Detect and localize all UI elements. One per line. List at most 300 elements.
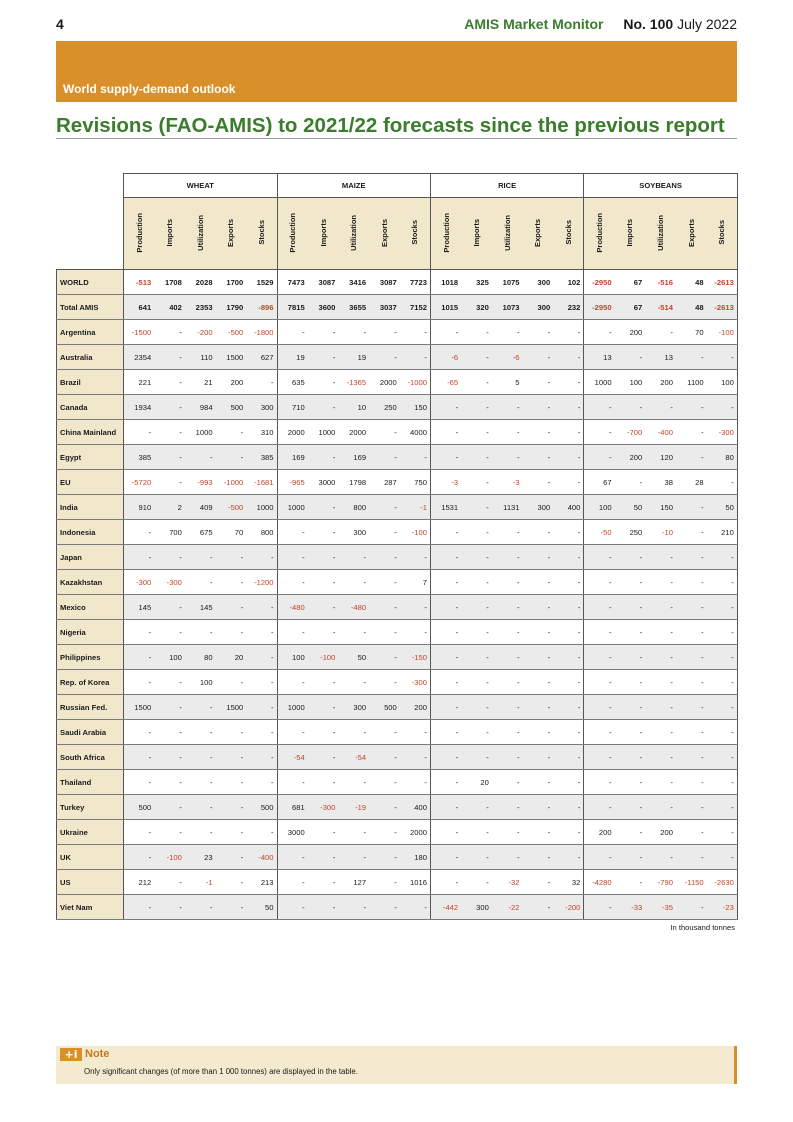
table-cell: - [308, 870, 339, 895]
table-cell: - [523, 520, 554, 545]
table-cell: - [615, 620, 646, 645]
table-cell: - [553, 720, 584, 745]
table-cell: - [707, 695, 738, 720]
table-cell: - [400, 595, 431, 620]
table-cell: 400 [400, 795, 431, 820]
commodity-header: MAIZE [277, 174, 430, 198]
table-cell: -19 [338, 795, 369, 820]
table-cell: - [615, 345, 646, 370]
table-cell: 325 [461, 270, 492, 295]
table-cell: 500 [124, 795, 155, 820]
table-cell: - [523, 745, 554, 770]
table-cell: 200 [645, 820, 676, 845]
table-cell: - [492, 720, 523, 745]
table-cell: - [308, 695, 339, 720]
table-cell: - [124, 645, 155, 670]
table-cell: - [523, 320, 554, 345]
table-cell: 200 [584, 820, 615, 845]
table-cell: - [645, 320, 676, 345]
table-cell: - [553, 745, 584, 770]
table-cell: - [615, 395, 646, 420]
table-cell: - [369, 345, 400, 370]
table-cell: - [676, 395, 707, 420]
table-cell: - [461, 495, 492, 520]
table-cell: - [430, 870, 461, 895]
issue-date: July 2022 [677, 16, 737, 32]
table-cell: - [492, 845, 523, 870]
table-cell: 2000 [338, 420, 369, 445]
column-header-label: Stocks [410, 220, 420, 245]
table-cell: - [645, 795, 676, 820]
table-cell: - [645, 745, 676, 770]
table-cell: - [523, 570, 554, 595]
table-cell: - [154, 770, 185, 795]
table-cell: 210 [707, 520, 738, 545]
table-cell: - [707, 720, 738, 745]
table-cell: - [308, 895, 339, 920]
table-cell: - [185, 445, 216, 470]
table-cell: - [246, 620, 277, 645]
table-cell: - [676, 895, 707, 920]
table-cell: - [338, 670, 369, 695]
row-label: Kazakhstan [57, 570, 124, 595]
table-row [57, 795, 738, 820]
table-cell: - [124, 420, 155, 445]
table-cell: - [584, 795, 615, 820]
table-cell: 13 [645, 345, 676, 370]
table-cell: - [461, 395, 492, 420]
table-row [57, 820, 738, 845]
table-cell: - [615, 745, 646, 770]
row-label: Viet Nam [57, 895, 124, 920]
table-cell: - [553, 345, 584, 370]
table-cell: 21 [185, 370, 216, 395]
table-cell: 23 [185, 845, 216, 870]
table-cell: - [615, 795, 646, 820]
table-cell: - [492, 620, 523, 645]
table-cell: - [553, 620, 584, 645]
table-cell: - [216, 670, 247, 695]
table-cell: - [676, 695, 707, 720]
table-cell: - [154, 420, 185, 445]
column-header-row [57, 198, 738, 270]
table-cell: - [676, 345, 707, 370]
table-row [57, 545, 738, 570]
table-cell: - [277, 620, 308, 645]
table-cell: - [430, 520, 461, 545]
row-label: Argentina [57, 320, 124, 345]
table-cell: - [584, 445, 615, 470]
table-cell: - [461, 320, 492, 345]
table-cell: - [216, 570, 247, 595]
row-label: China Mainland [57, 420, 124, 445]
table-cell: - [430, 695, 461, 720]
table-cell: 402 [154, 295, 185, 320]
table-row [57, 695, 738, 720]
table-cell: - [707, 470, 738, 495]
table-cell: 67 [584, 470, 615, 495]
table-cell: - [400, 445, 431, 470]
table-cell: - [676, 770, 707, 795]
table-cell: - [492, 795, 523, 820]
note-box [56, 1046, 737, 1084]
table-cell: - [615, 470, 646, 495]
table-cell: 1015 [430, 295, 461, 320]
table-cell: - [461, 695, 492, 720]
table-cell: -22 [492, 895, 523, 920]
table-cell: - [430, 595, 461, 620]
column-header [246, 198, 277, 270]
table-cell: -32 [492, 870, 523, 895]
table-cell: - [707, 820, 738, 845]
table-cell: - [246, 695, 277, 720]
table-cell: 200 [216, 370, 247, 395]
table-cell: 100 [185, 670, 216, 695]
row-label: Saudi Arabia [57, 720, 124, 745]
table-cell: - [461, 670, 492, 695]
column-header [492, 198, 523, 270]
table-cell: 180 [400, 845, 431, 870]
table-cell: 1500 [124, 695, 155, 720]
table-cell: -2950 [584, 295, 615, 320]
table-cell: -54 [338, 745, 369, 770]
table-cell: - [615, 570, 646, 595]
table-cell: - [430, 720, 461, 745]
table-cell: 100 [154, 645, 185, 670]
table-cell: - [185, 570, 216, 595]
column-header [553, 198, 584, 270]
table-cell: - [246, 595, 277, 620]
table-cell: - [492, 770, 523, 795]
table-cell: 150 [645, 495, 676, 520]
table-cell: - [308, 720, 339, 745]
table-cell: - [216, 545, 247, 570]
table-cell: -150 [400, 645, 431, 670]
table-cell: -1365 [338, 370, 369, 395]
table-cell: - [492, 395, 523, 420]
table-cell: - [369, 870, 400, 895]
table-cell: - [400, 545, 431, 570]
table-cell: -400 [246, 845, 277, 870]
table-cell: - [461, 545, 492, 570]
table-row [57, 870, 738, 895]
table-cell: - [523, 345, 554, 370]
table-cell: - [523, 445, 554, 470]
table-cell: - [553, 370, 584, 395]
table-cell: - [277, 845, 308, 870]
table-cell: 19 [277, 345, 308, 370]
commodity-header: WHEAT [124, 174, 278, 198]
table-cell: 1531 [430, 495, 461, 520]
table-cell: 145 [124, 595, 155, 620]
table-cell: - [216, 620, 247, 645]
table-cell: - [185, 820, 216, 845]
table-cell: - [185, 720, 216, 745]
table-cell: - [645, 595, 676, 620]
table-cell: - [676, 595, 707, 620]
table-row [57, 770, 738, 795]
table-cell: - [676, 420, 707, 445]
row-label: India [57, 495, 124, 520]
table-cell: - [523, 620, 554, 645]
table-cell: 2028 [185, 270, 216, 295]
table-cell: - [154, 595, 185, 620]
table-row [57, 720, 738, 745]
table-cell: 1000 [277, 695, 308, 720]
table-cell: - [523, 470, 554, 495]
table-cell: 1000 [308, 420, 339, 445]
table-cell: 5 [492, 370, 523, 395]
table-cell: -6 [492, 345, 523, 370]
table-cell: 7152 [400, 295, 431, 320]
table-cell: 48 [676, 270, 707, 295]
table-cell: - [308, 670, 339, 695]
table-cell: -300 [707, 420, 738, 445]
table-body [57, 270, 738, 920]
table-cell: - [369, 595, 400, 620]
column-header [338, 198, 369, 270]
column-header [430, 198, 461, 270]
table-cell: - [584, 395, 615, 420]
table-cell: 2354 [124, 345, 155, 370]
table-cell: 2 [154, 495, 185, 520]
table-cell: - [492, 820, 523, 845]
table-cell: - [676, 520, 707, 545]
table-cell: - [369, 645, 400, 670]
column-header-label: Utilization [349, 214, 359, 251]
table-cell: 100 [615, 370, 646, 395]
table-cell: 1016 [400, 870, 431, 895]
table-cell: - [338, 545, 369, 570]
table-cell: - [615, 545, 646, 570]
table-cell: - [645, 720, 676, 745]
table-cell: - [277, 720, 308, 745]
table-cell: - [246, 820, 277, 845]
table-cell: - [584, 620, 615, 645]
table-cell: 250 [615, 520, 646, 545]
table-cell: - [461, 795, 492, 820]
column-header-label: Utilization [502, 214, 512, 251]
row-label: Japan [57, 545, 124, 570]
column-header [400, 198, 431, 270]
table-cell: - [430, 820, 461, 845]
column-header-label: Imports [165, 218, 175, 247]
table-cell: - [369, 620, 400, 645]
table-cell: -993 [185, 470, 216, 495]
table-cell: - [584, 845, 615, 870]
table-cell: - [246, 745, 277, 770]
table-cell: - [154, 670, 185, 695]
table-cell: -1200 [246, 570, 277, 595]
table-cell: - [124, 845, 155, 870]
table-cell: - [461, 845, 492, 870]
table-cell: - [216, 420, 247, 445]
table-cell: -3 [492, 470, 523, 495]
table-cell: 1000 [185, 420, 216, 445]
table-cell: - [492, 595, 523, 620]
table-cell: -5720 [124, 470, 155, 495]
table-row [57, 320, 738, 345]
table-cell: -100 [308, 645, 339, 670]
table-cell: 221 [124, 370, 155, 395]
column-header-label: Exports [686, 218, 696, 247]
corner-cell [57, 198, 124, 270]
table-cell: 1790 [216, 295, 247, 320]
table-cell: - [492, 645, 523, 670]
table-cell: 1500 [216, 695, 247, 720]
table-cell: - [676, 645, 707, 670]
column-header [707, 198, 738, 270]
table-cell: -54 [277, 745, 308, 770]
table-cell: 320 [461, 295, 492, 320]
table-cell: -200 [185, 320, 216, 345]
table-cell: - [523, 420, 554, 445]
table-cell: - [430, 570, 461, 595]
table-cell: 300 [338, 520, 369, 545]
table-cell: 67 [615, 270, 646, 295]
table-cell: 635 [277, 370, 308, 395]
table-cell: -2630 [707, 870, 738, 895]
table-cell: 700 [154, 520, 185, 545]
table-cell: - [553, 845, 584, 870]
table-cell: - [430, 845, 461, 870]
table-cell: - [584, 770, 615, 795]
table-cell: - [676, 795, 707, 820]
table-cell: 1700 [216, 270, 247, 295]
table-cell: 800 [338, 495, 369, 520]
row-label: WORLD [57, 270, 124, 295]
table-cell: - [369, 895, 400, 920]
table-cell: - [676, 845, 707, 870]
table-cell: - [124, 670, 155, 695]
table-cell: 50 [707, 495, 738, 520]
table-cell: -700 [615, 420, 646, 445]
table-cell: - [154, 820, 185, 845]
table-cell: - [461, 720, 492, 745]
table-cell: - [154, 395, 185, 420]
table-cell: - [676, 745, 707, 770]
table-cell: -500 [216, 495, 247, 520]
table-cell: 102 [553, 270, 584, 295]
table-cell: 710 [277, 395, 308, 420]
table-cell: - [584, 570, 615, 595]
table-cell: -3 [430, 470, 461, 495]
table-cell: 100 [707, 370, 738, 395]
row-label: South Africa [57, 745, 124, 770]
table-cell: -965 [277, 470, 308, 495]
table-cell: - [185, 545, 216, 570]
table-cell: -200 [553, 895, 584, 920]
table-cell: - [369, 420, 400, 445]
table-cell: -1681 [246, 470, 277, 495]
table-cell: - [523, 820, 554, 845]
table-cell: 1075 [492, 270, 523, 295]
table-cell: - [523, 695, 554, 720]
table-cell: - [308, 845, 339, 870]
table-cell: - [461, 345, 492, 370]
table-row [57, 595, 738, 620]
table-cell: - [277, 545, 308, 570]
table-cell: - [277, 895, 308, 920]
table-cell: - [430, 645, 461, 670]
table-cell: 627 [246, 345, 277, 370]
table-cell: 3416 [338, 270, 369, 295]
table-cell: - [338, 320, 369, 345]
table-cell: - [430, 620, 461, 645]
table-cell: -23 [707, 895, 738, 920]
table-cell: -1 [400, 495, 431, 520]
table-cell: - [676, 445, 707, 470]
row-label: Turkey [57, 795, 124, 820]
table-cell: - [430, 545, 461, 570]
table-cell: - [676, 670, 707, 695]
table-cell: -35 [645, 895, 676, 920]
table-cell: 48 [676, 295, 707, 320]
table-cell: - [615, 870, 646, 895]
table-cell: -2613 [707, 295, 738, 320]
table-cell: -100 [154, 845, 185, 870]
table-row [57, 270, 738, 295]
table-cell: - [461, 645, 492, 670]
table-cell: 7815 [277, 295, 308, 320]
table-cell: -790 [645, 870, 676, 895]
table-cell: - [645, 670, 676, 695]
table-cell: - [308, 745, 339, 770]
table-cell: - [707, 570, 738, 595]
table-cell: - [553, 795, 584, 820]
table-cell: - [707, 345, 738, 370]
table-cell: 127 [338, 870, 369, 895]
table-cell: - [154, 745, 185, 770]
table-row [57, 645, 738, 670]
table-cell: - [430, 770, 461, 795]
table-cell: - [400, 720, 431, 745]
table-cell: - [216, 445, 247, 470]
table-cell: 641 [124, 295, 155, 320]
table-row [57, 495, 738, 520]
table-cell: 300 [523, 270, 554, 295]
table-cell: - [615, 695, 646, 720]
table-cell: - [430, 745, 461, 770]
table-cell: -1800 [246, 320, 277, 345]
table-cell: - [523, 645, 554, 670]
table-cell: - [707, 395, 738, 420]
table-cell: 500 [246, 795, 277, 820]
table-cell: - [400, 770, 431, 795]
table-cell: - [584, 320, 615, 345]
table-cell: - [308, 495, 339, 520]
table-cell: - [645, 770, 676, 795]
table-cell: 984 [185, 395, 216, 420]
table-cell: - [523, 545, 554, 570]
table-cell: 300 [461, 895, 492, 920]
table-cell: - [461, 570, 492, 595]
table-cell: 67 [615, 295, 646, 320]
note-text: Only significant changes (of more than 1 000 tonnes) are displayed in the table. [84, 1067, 358, 1076]
table-cell: - [707, 595, 738, 620]
table-cell: -300 [154, 570, 185, 595]
table-cell: - [645, 620, 676, 645]
table-cell: - [553, 445, 584, 470]
column-header [277, 198, 308, 270]
table-cell: - [154, 320, 185, 345]
column-header-label: Production [288, 212, 298, 253]
table-cell: - [615, 595, 646, 620]
table-cell: - [676, 720, 707, 745]
table-cell: 50 [338, 645, 369, 670]
table-cell: - [308, 370, 339, 395]
table-cell: 409 [185, 495, 216, 520]
